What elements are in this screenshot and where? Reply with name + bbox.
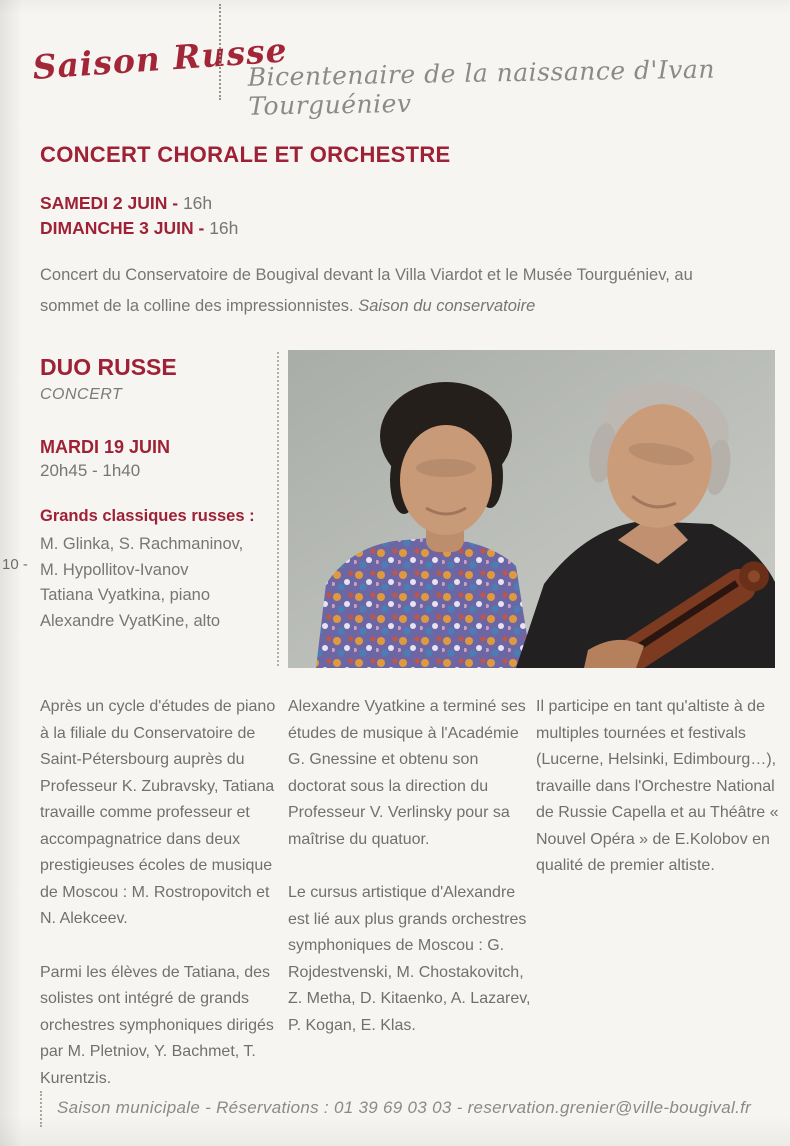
event2-date: MARDI 19 JUIN [40,437,171,457]
event1-description-text: Concert du Conservatoire de Bougival devant la Villa Viardot et le Musée Tourguéniev, au sommet de la colline des impressionnistes. [40,266,693,315]
event1-date-time: 16h [182,193,213,213]
bio-paragraph: Après un cycle d'études de piano à la filiale du Conservatoire de Saint-Pétersbourg auprès du Professeur K. Zubravsky, Tatiana travaille comme professeur et accompagnatrice dans deux prestigieuses écoles de musique de Moscou : M. Rostropovitch et N. Alekceev. [40,698,276,927]
program-line: Tatiana Vyatkina, piano [40,586,211,604]
event1-title: CONCERT CHORALE ET ORCHESTRE [40,142,451,167]
event1-date-day: DIMANCHE 3 JUIN - [40,218,205,238]
event2-program-list [40,532,243,634]
program-line: M. Hypollitov-Ivanov [40,560,189,579]
event2-subtitle: CONCERT [40,386,123,403]
event1-date-row [40,191,238,216]
bio-paragraph: Le cursus artistique d'Alexandre est lié aux plus grands orchestres symphoniques de Moscou : G. Rojdestvenski, M. Chostakovitch, Z. Metha, D. Kitaenko, A. Lazarev, P. Kogan, E. Klas. [288,884,531,1034]
bio-paragraph: Parmi les élèves de Tatiana, des solistes ont intégré de grands orchestres symphoniques dirigés par M. Pletniov, Y. Bachmet, T. Kurentzis. [40,963,274,1087]
brand-script-title: Saison Russe [31,30,289,87]
event1-description [40,260,700,322]
bio-paragraph: Il participe en tant qu'altiste à de multiples tournées et festivals (Lucerne, Helsinki, Edimbourg…), travaille dans l'Orchestre National de Russie Capella et au Théâtre « Nouvel Opéra » de E.Kolobov en qualité de premier altiste. [536,698,779,874]
page-number: 10 - [2,556,28,573]
event1-date-row [40,216,238,241]
bio-column-tatiana [40,694,281,1119]
photo-dotted-divider [277,352,279,666]
bio-column-altiste [536,694,788,907]
event2-time: 20h45 - 1h40 [40,461,141,480]
event2-title: DUO RUSSE [40,354,177,380]
footer-dotted-bar [40,1091,42,1127]
duo-photo [288,350,775,668]
bio-paragraph: Alexandre Vyatkine a terminé ses études de musique à l'Académie G. Gnessine et obtenu son doctorat sous la direction du Professeur V. Verlinsky pour sa maîtrise du quatuor. [288,698,526,848]
header-subtitle: Bicentenaire de la naissance d'Ivan Tourguéniev [247,54,716,121]
bio-column-alexandre [288,694,531,1066]
program-line: M. Glinka, S. Rachmaninov, [40,535,244,553]
event1-date-time: 16h [209,218,239,238]
event1-dates [40,191,238,241]
event2-program-heading: Grands classiques russes : [40,507,255,525]
header-dotted-divider [219,4,221,100]
program-line: Alexandre VyatKine, alto [40,611,221,630]
footer-reservations: Saison municipale - Réservations : 01 39 69 03 03 - reservation.grenier@ville-bougival.fr [57,1098,752,1117]
event1-date-day: SAMEDI 2 JUIN - [40,193,179,213]
event1-description-italic: Saison du conservatoire [358,297,536,315]
